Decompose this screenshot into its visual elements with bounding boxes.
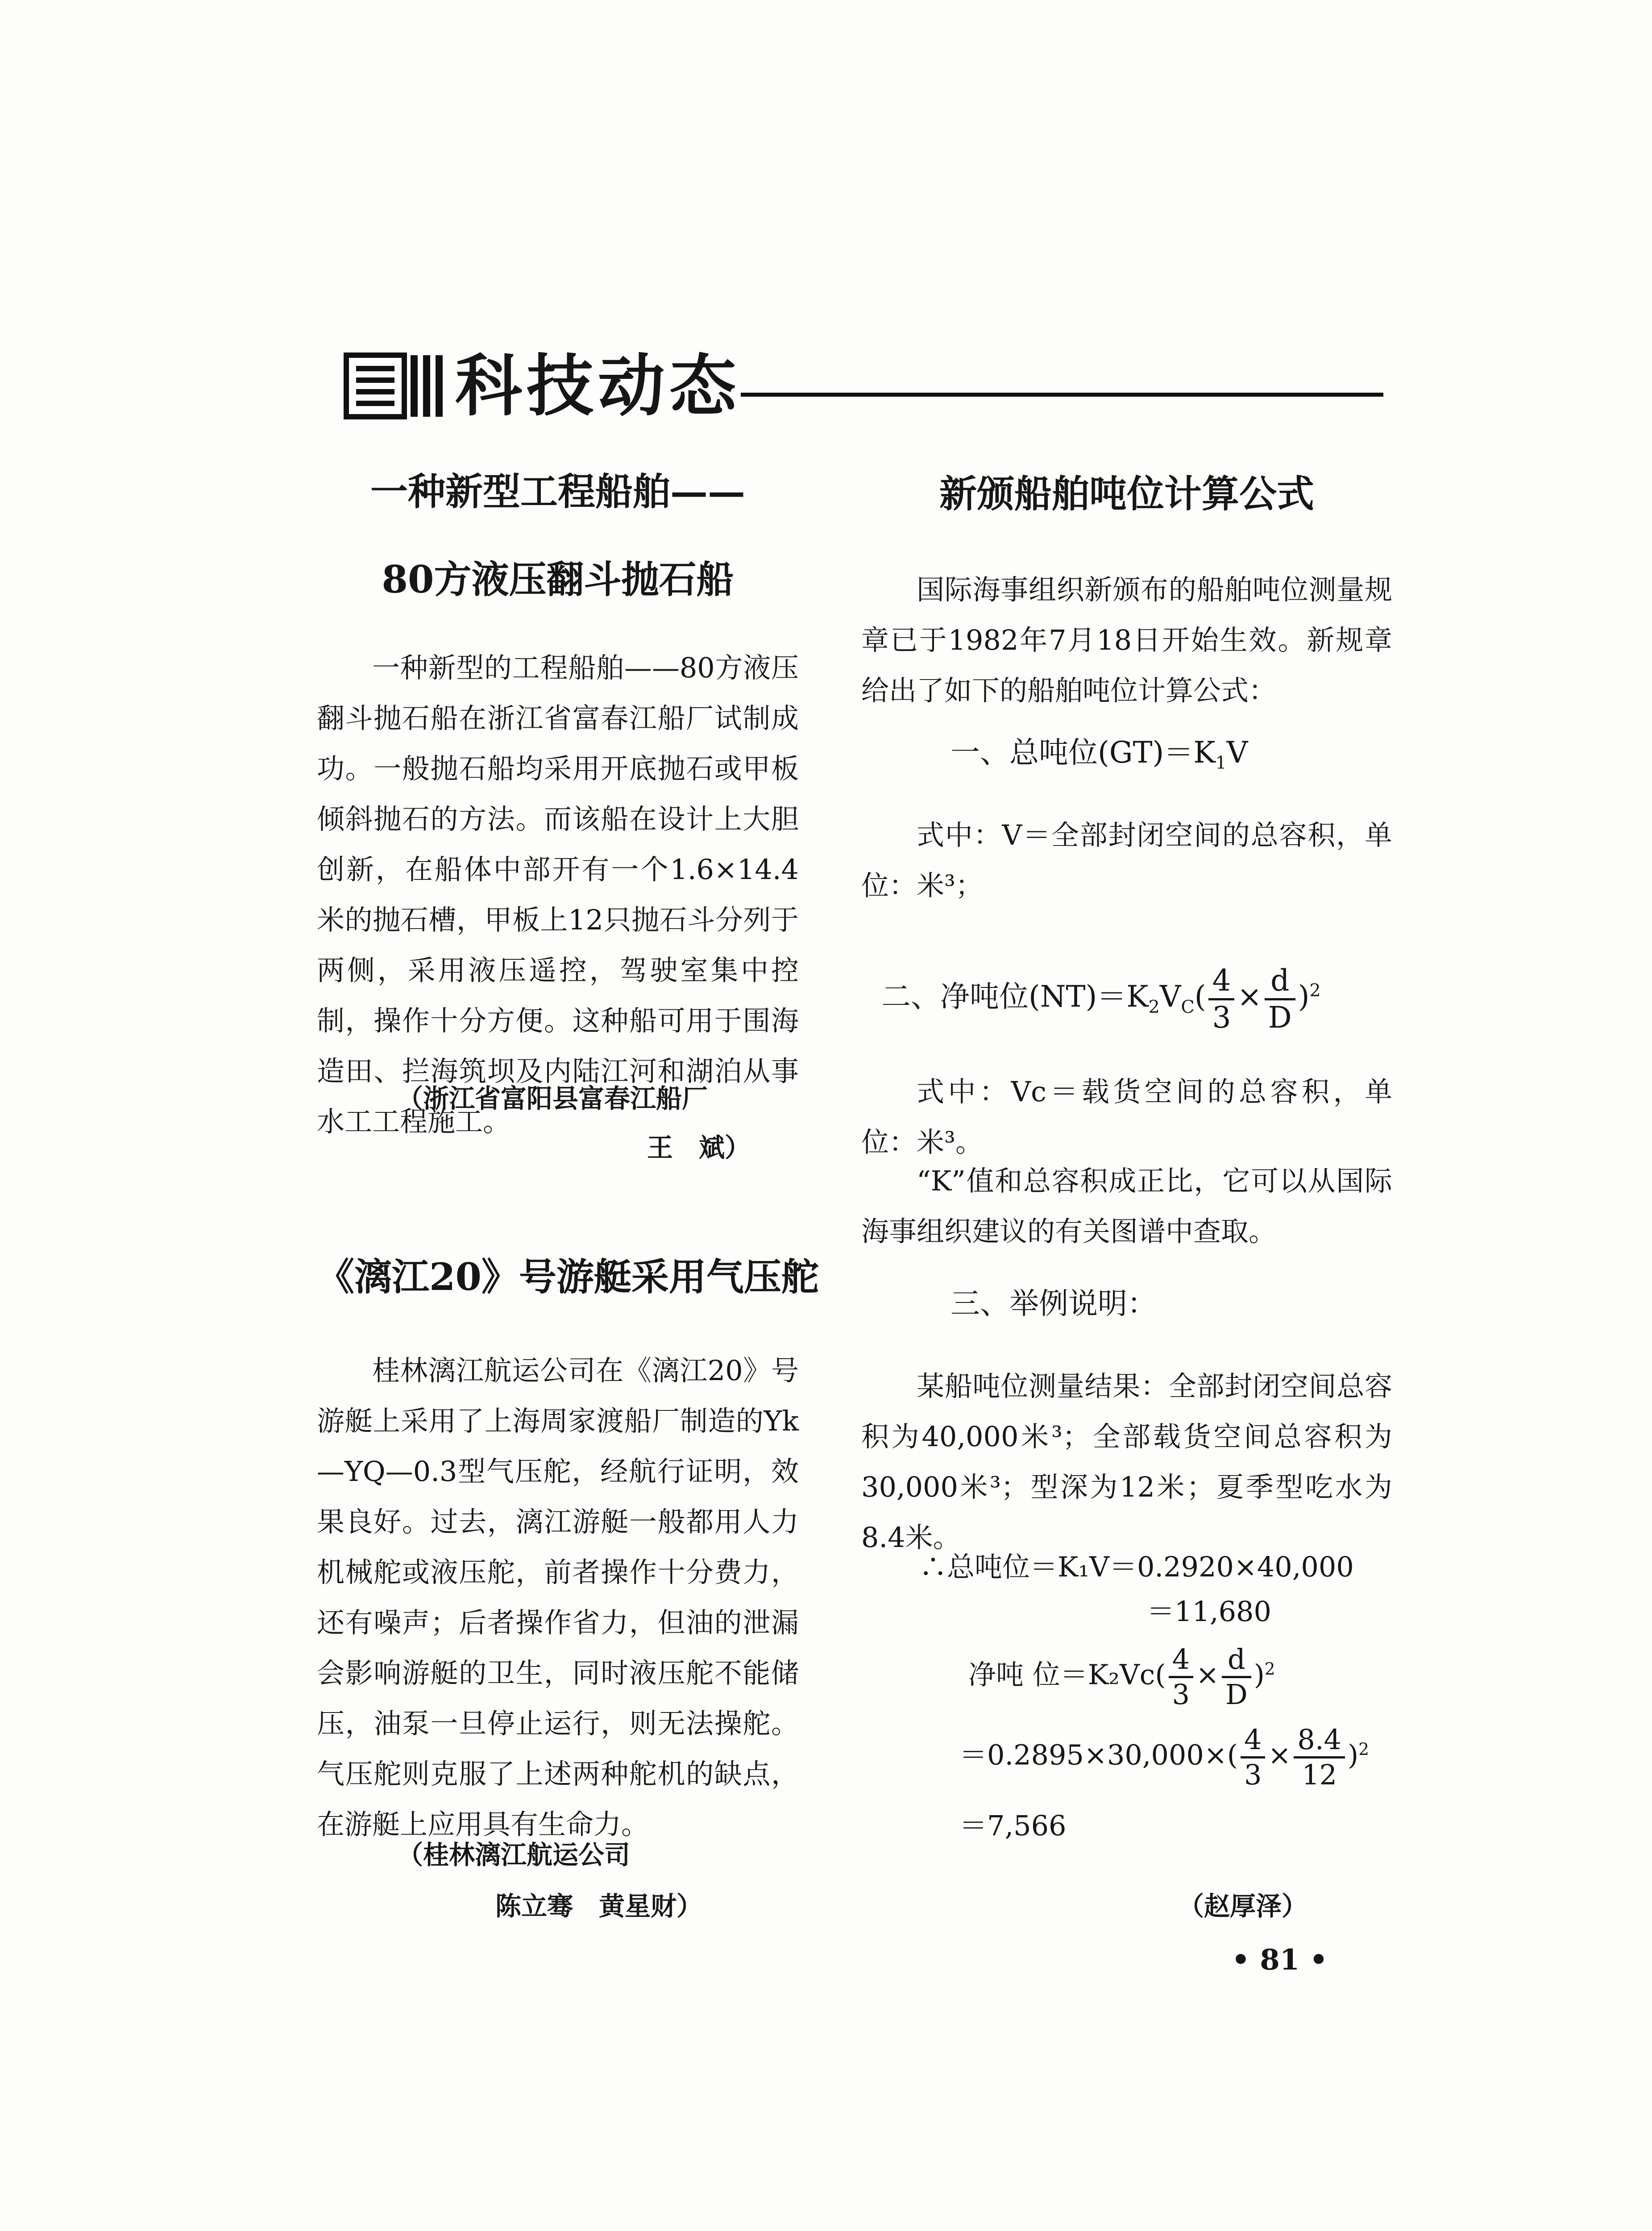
calc-net-substitution: ＝0.2895×30,000×( $\frac{4}{3}$ × $\frac{8.4}{12}$ )$^2$	[959, 1723, 1369, 1791]
article2-body: 桂林漓江航运公司在《漓江20》号游艇上采用了上海周家渡船厂制造的Yk—YQ—0.3型气压舵，经航行证明，效果良好。过去，漓江游艇一般都用人力机械舵或液压舵，前者操作十分费力，还有噪声；后者操作省力，但油的泄漏会影响游艇的卫生，同时液压舵不能储压，油泵一旦停止运行，则无法操舵。气压舵则克服了上述两种舵机的缺点，在游艇上应用具有生命力。	[317, 1354, 799, 1841]
calc-net-result: ＝7,566	[959, 1809, 1067, 1842]
formula-net-tonnage: 二、净吨位$(NT)=K_2V_C$( $\frac{4}{3}$ × $\frac{d}{D}$ )$^2$	[881, 963, 1321, 1035]
article1-source-line2: 王 斌）	[647, 1132, 751, 1163]
article3-intro: 国际海事组织新颁布的船舶吨位测量规章已于1982年7月18日开始生效。新规章给出了如下的船舶吨位计算公式：	[861, 573, 1392, 707]
calc-gross-line: ∴总吨位＝K₁V＝0.2920×40,000	[919, 1551, 1354, 1583]
formula2-note: 式中：Vc＝载货空间的总容积，单位：米³。	[861, 1075, 1392, 1158]
calc-gross-result: ＝11,680	[1147, 1595, 1271, 1628]
article2-source-line1: （桂林漓江航运公司	[397, 1840, 631, 1870]
section-logo-icon	[344, 352, 451, 419]
article3-author: （赵厚泽）	[1178, 1891, 1308, 1921]
k-value-note: “K”值和总容积成正比，它可以从国际海事组织建议的有关图谱中查取。	[861, 1165, 1392, 1248]
section-title: 科技动态	[455, 347, 741, 425]
formula1-note: 式中：V＝全部封闭空间的总容积，单位：米³；	[861, 819, 1392, 902]
calc-net-formula: 净吨 位＝K₂Vc( $\frac{4}{3}$ × $\frac{d}{D}$ )$^2$	[968, 1643, 1275, 1711]
page-number: • 81 •	[1232, 1943, 1328, 1977]
article1-body: 一种新型的工程船舶——80方液压翻斗抛石船在浙江省富春江船厂试制成功。一般抛石船均采用开底抛石或甲板倾斜抛石的方法。而该船在设计上大胆创新，在船体中部开有一个1.6×14.4米的抛石槽，甲板上12只抛石斗分列于两侧，采用液压遥控，驾驶室集中控制，操作十分方便。这种船可用于围海造田、拦海筑坝及内陆江河和湖泊从事水工工程施工。	[317, 651, 799, 1138]
example-text: 某船吨位测量结果：全部封闭空间总容积为40,000米³；全部载货空间总容积为30,000米³；型深为12米；夏季型吃水为8.4米。	[861, 1370, 1392, 1554]
article2-title: 《漓江20》号游艇采用气压舵	[317, 1255, 819, 1299]
article1-source-line1: （浙江省富阳县富春江船厂	[397, 1083, 708, 1114]
example-heading: 三、举例说明：	[951, 1286, 1157, 1321]
article1-title-line2: 80方液压翻斗抛石船	[382, 557, 734, 601]
formula-gross-tonnage: 一、总吨位$(GT)=K_1V$	[951, 735, 1248, 774]
article2-source-line2: 陈立骞 黄星财）	[495, 1891, 703, 1921]
article3-title: 新颁船舶吨位计算公式	[939, 472, 1314, 516]
article1-title-line1: 一种新型工程船舶——	[370, 469, 745, 514]
header-rule	[741, 393, 1383, 397]
